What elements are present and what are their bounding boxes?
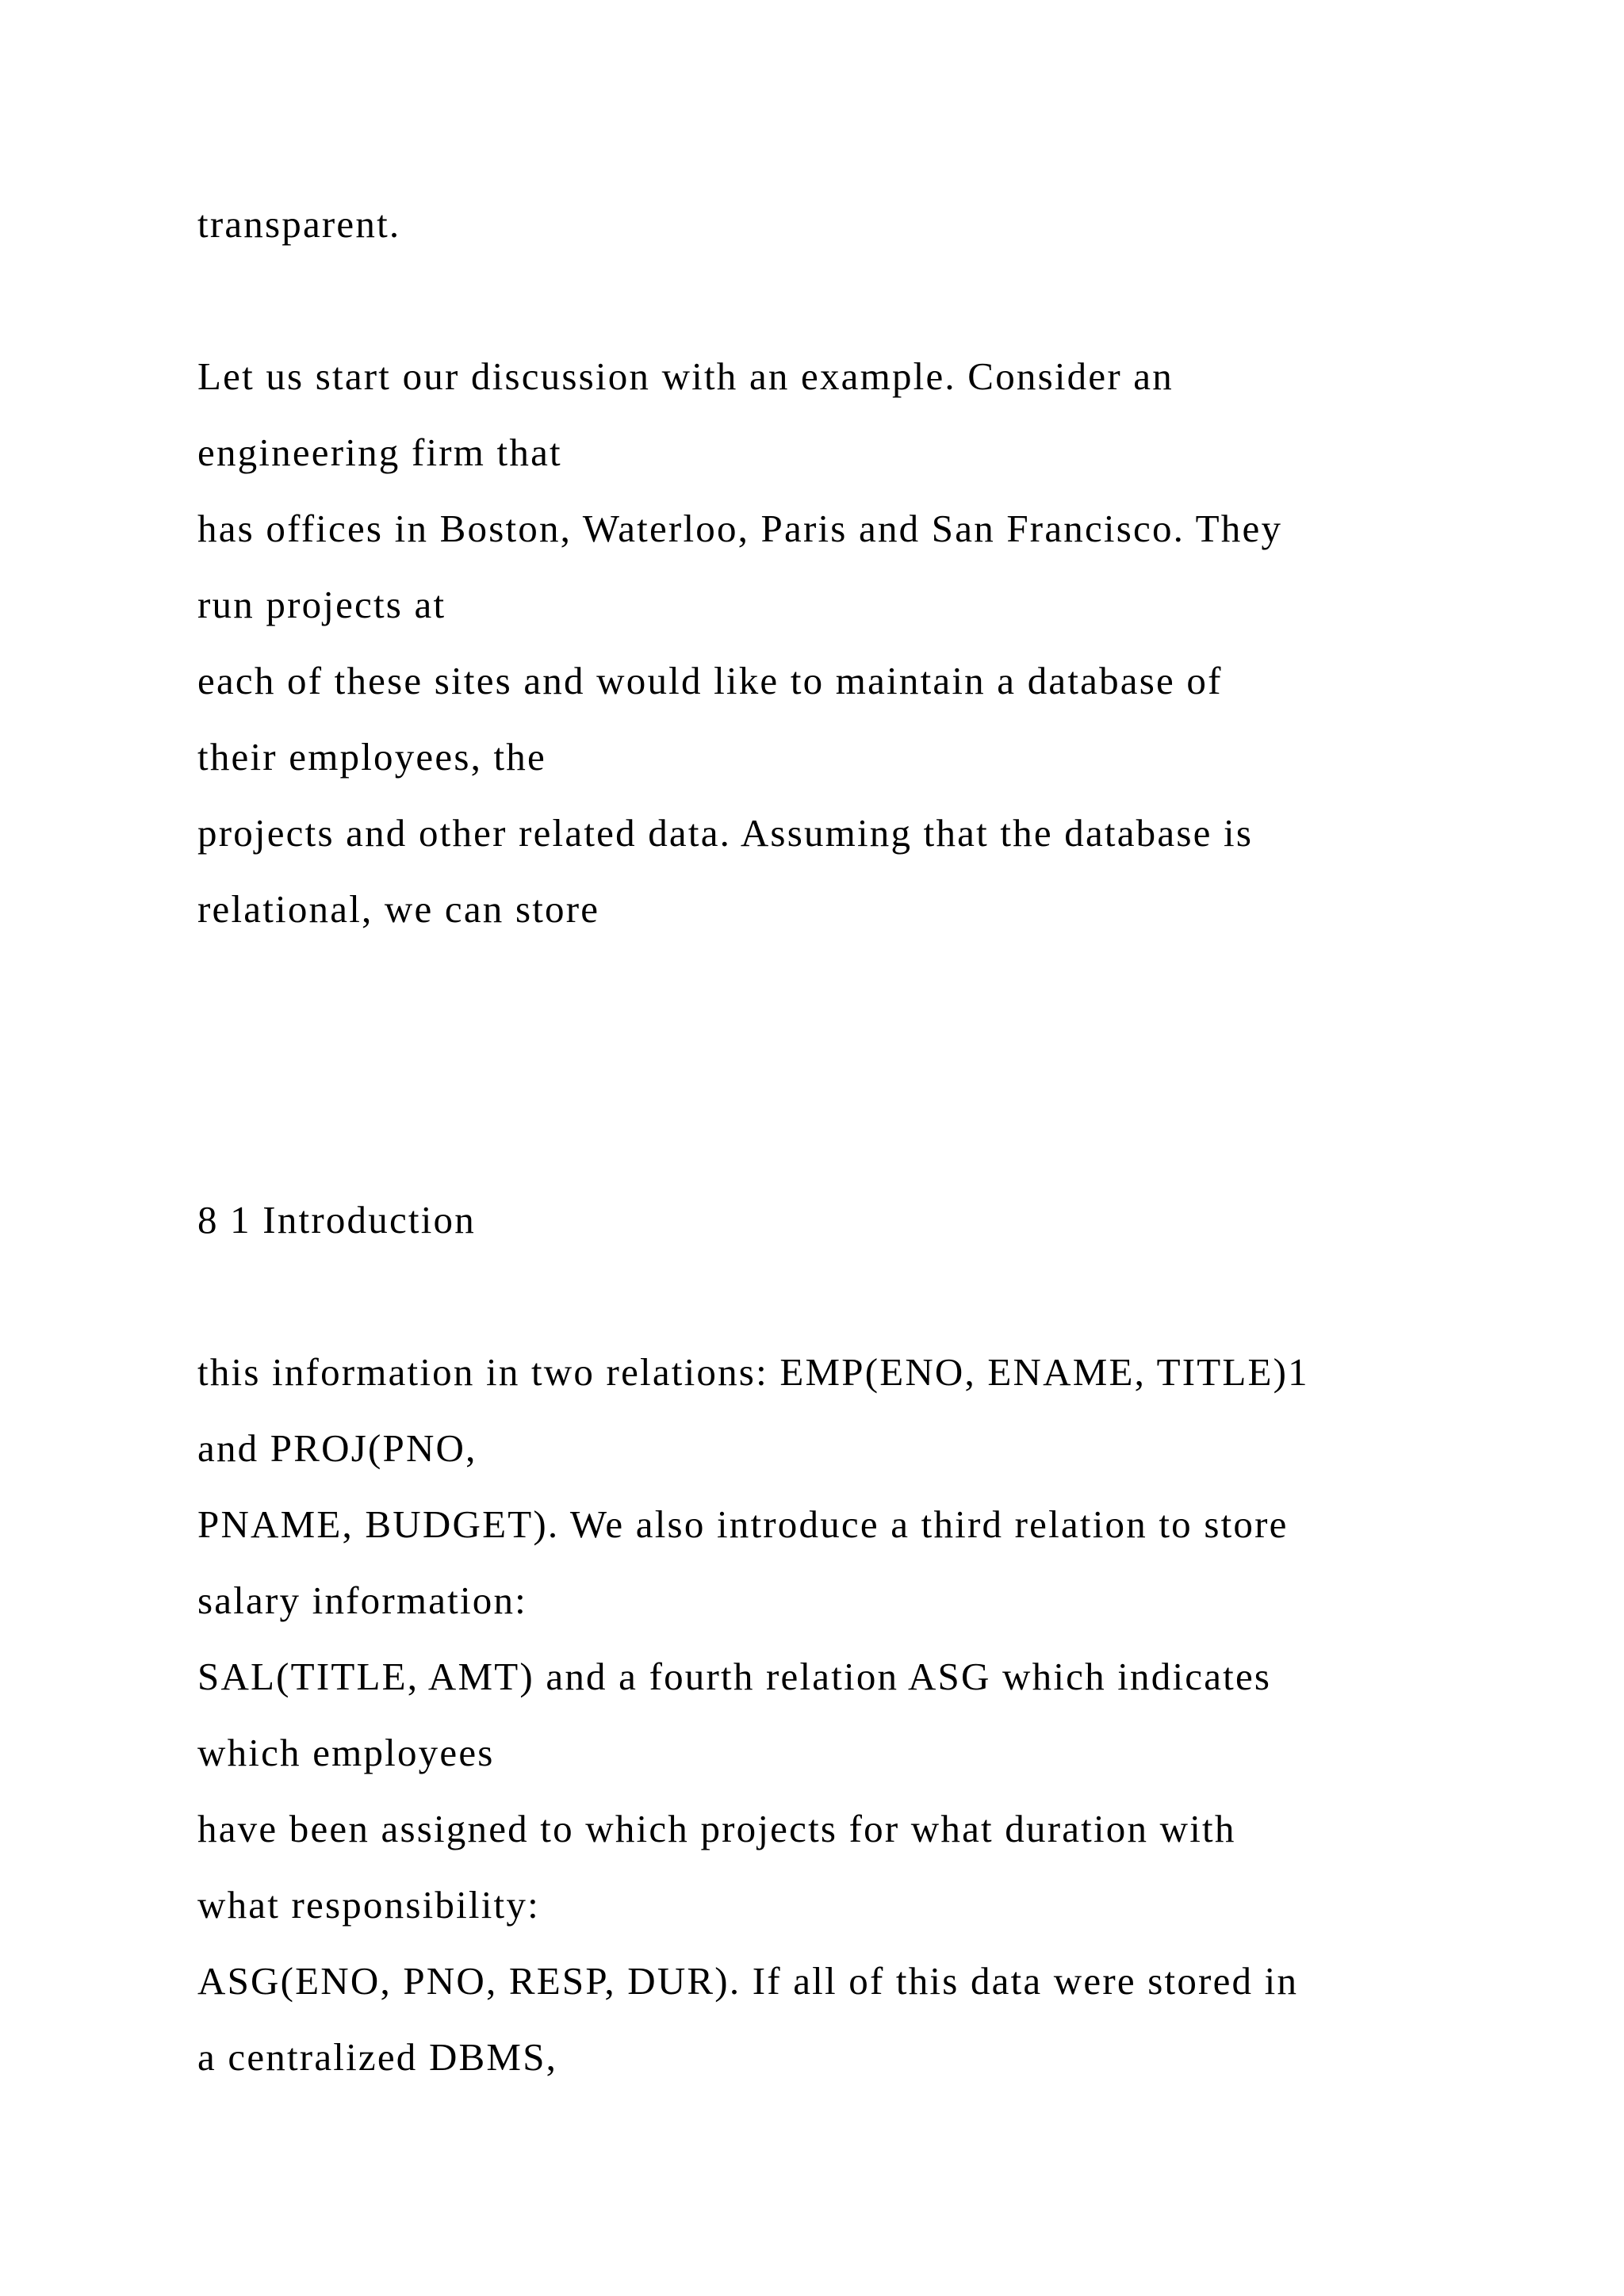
text-line: a centralized DBMS, bbox=[197, 2035, 558, 2079]
text-line: have been assigned to which projects for what duration with bbox=[197, 1807, 1236, 1850]
text-line: ASG(ENO, PNO, RESP, DUR). If all of this data were stored in bbox=[197, 1959, 1299, 2003]
text-line: projects and other related data. Assuming that the database is bbox=[197, 811, 1254, 855]
text-line: and PROJ(PNO, bbox=[197, 1426, 477, 1470]
section-heading: 8 1 Introduction bbox=[197, 1198, 476, 1242]
text-line: SAL(TITLE, AMT) and a fourth relation ASG which indicates bbox=[197, 1655, 1272, 1698]
text-line: run projects at bbox=[197, 583, 446, 626]
text-line: this information in two relations: EMP(ENO, ENAME, TITLE)1 bbox=[197, 1350, 1309, 1394]
text-line: relational, we can store bbox=[197, 887, 600, 931]
text-line: salary information: bbox=[197, 1578, 527, 1622]
text-line: each of these sites and would like to maintain a database of bbox=[197, 659, 1223, 702]
text-line: their employees, the bbox=[197, 735, 546, 779]
text-line: engineering firm that bbox=[197, 430, 562, 474]
text-line: what responsibility: bbox=[197, 1883, 540, 1927]
text-line: transparent. bbox=[197, 202, 401, 246]
text-line: which employees bbox=[197, 1731, 495, 1774]
text-line: has offices in Boston, Waterloo, Paris and San Francisco. They bbox=[197, 507, 1283, 550]
text-line: Let us start our discussion with an example. Consider an bbox=[197, 354, 1174, 398]
text-line: PNAME, BUDGET). We also introduce a third relation to store bbox=[197, 1502, 1289, 1546]
